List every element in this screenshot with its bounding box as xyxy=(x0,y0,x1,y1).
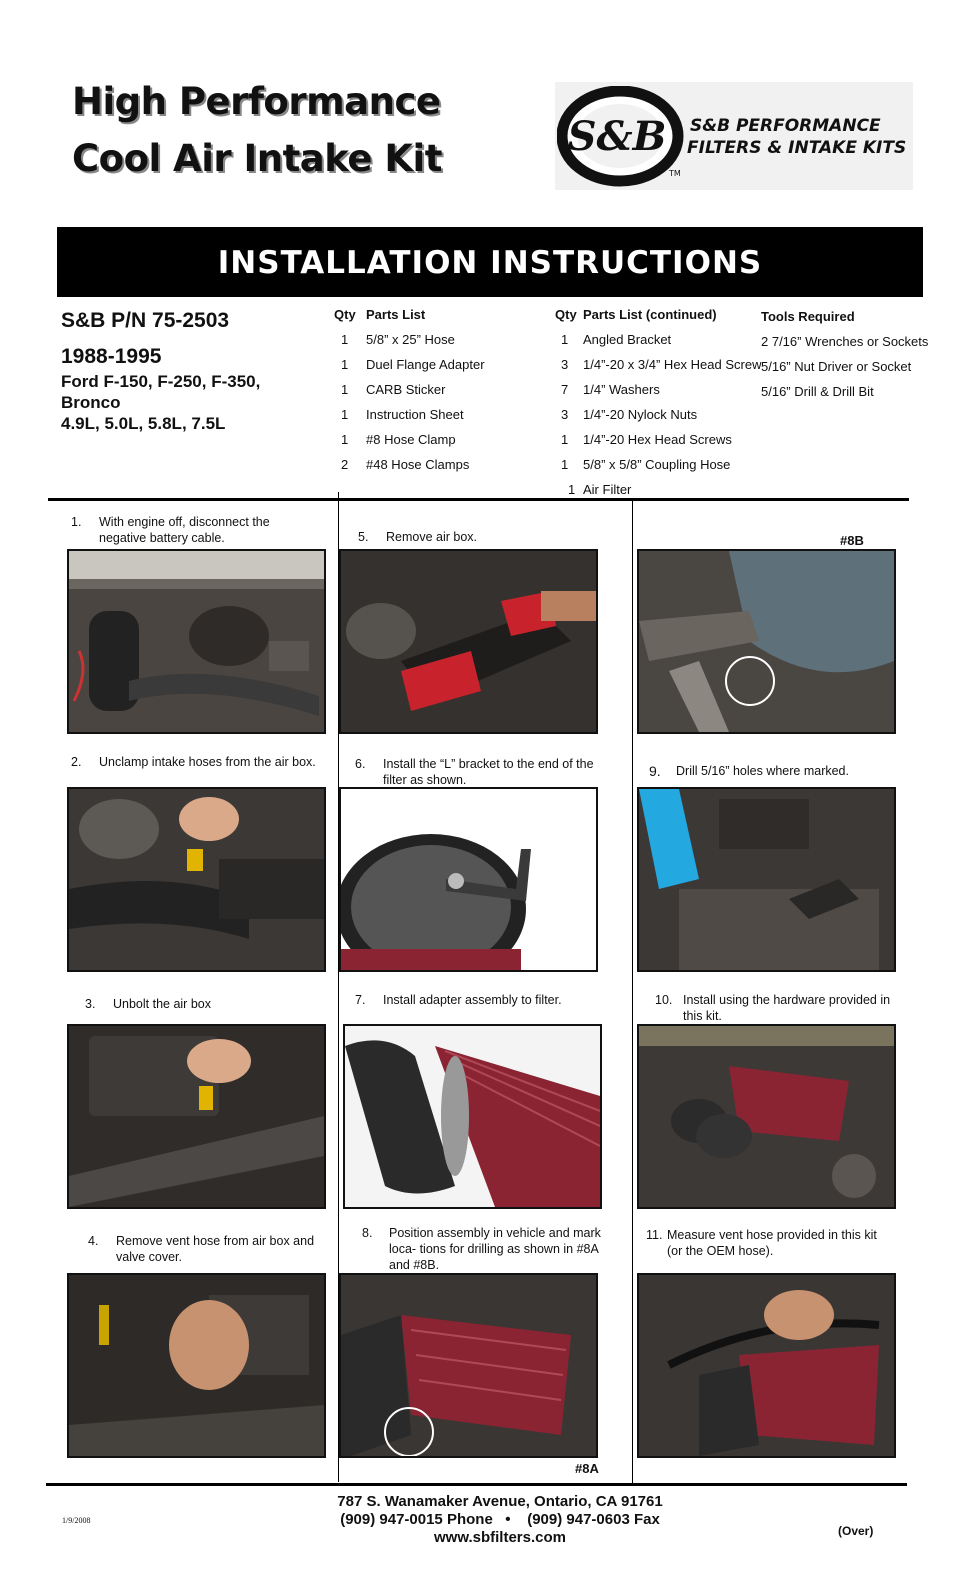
step-text: Install adapter assembly to filter. xyxy=(383,993,562,1007)
step-4 xyxy=(88,1233,328,1267)
parts-qty: 1 xyxy=(561,432,569,447)
parts-qty: 1 xyxy=(341,332,349,347)
header-divider xyxy=(48,498,909,501)
footer-phone: (909) 947-0015 Phone • (909) 947-0603 Fax xyxy=(340,1511,660,1528)
engine-sizes: 4.9L, 5.0L, 5.8L, 7.5L xyxy=(61,414,226,433)
parts-qty: 1 xyxy=(561,457,569,472)
installation-banner: INSTALLATION INSTRUCTIONS xyxy=(57,227,923,297)
photo-step-5 xyxy=(339,549,598,734)
parts-item: 1/4”-20 Hex Head Screws xyxy=(583,432,732,447)
step-number: 6. xyxy=(355,757,366,771)
remove-airbox-image xyxy=(341,551,596,732)
parts-qty: 1 xyxy=(341,432,349,447)
parts-item: 1/4”-20 Nylock Nuts xyxy=(583,407,698,422)
step-text: Unbolt the air box xyxy=(113,997,211,1011)
parts-item: Angled Bracket xyxy=(583,332,672,347)
tool-item: 5/16” Nut Driver or Socket xyxy=(761,359,912,374)
footer-divider xyxy=(46,1483,907,1486)
step-text: Measure vent hose provided in this kit (or the OEM hose). xyxy=(667,1228,877,1258)
parts-qty: 3 xyxy=(561,407,569,422)
step-text: Install using the hardware provided in this kit. xyxy=(683,993,891,1023)
parts-qty: 3 xyxy=(561,357,569,372)
step-5 xyxy=(358,529,598,547)
parts-qty: 1 xyxy=(561,332,569,347)
l-bracket-image xyxy=(341,789,596,970)
engine-bay-image xyxy=(69,551,324,732)
step-text: Position assembly in vehicle and mark loca- tions for drilling as shown in #8A and #8B. xyxy=(389,1226,601,1272)
parts-qty: 2 xyxy=(341,457,349,472)
logo-line-1: S&B PERFORMANCE xyxy=(690,116,881,136)
photo-step-2 xyxy=(67,787,326,972)
photo-step-4 xyxy=(67,1273,326,1458)
parts-item: Air Filter xyxy=(583,482,632,497)
parts-item: 1/4”-20 x 3/4” Hex Head Screw xyxy=(583,357,762,372)
step-number: 2. xyxy=(71,755,82,769)
step-6 xyxy=(355,756,625,790)
footer-address: 787 S. Wanamaker Avenue, Ontario, CA 91761 xyxy=(337,1493,663,1510)
tools-header: Tools Required xyxy=(761,309,855,324)
parts-item: Instruction Sheet xyxy=(366,407,464,422)
measure-vent-hose-image xyxy=(639,1275,894,1456)
parts-qty: 7 xyxy=(561,382,569,397)
parts-qty: 1 xyxy=(568,482,576,497)
model-years: 1988-1995 xyxy=(61,345,162,368)
adapter-assembly-image xyxy=(345,1026,600,1207)
step-number: 8. xyxy=(362,1226,373,1240)
install-hardware-image xyxy=(639,1026,894,1207)
step-number: 4. xyxy=(88,1234,99,1248)
parts-item: #8 Hose Clamp xyxy=(366,432,456,447)
step-text: Remove air box. xyxy=(386,530,478,544)
step-11 xyxy=(646,1227,906,1261)
parts-cont-list-header: Parts List (continued) xyxy=(583,307,717,322)
step-number: 10. xyxy=(655,993,673,1007)
parts-qty: 1 xyxy=(341,357,349,372)
drill-holes-image xyxy=(639,789,894,970)
over-note: (Over) xyxy=(838,1524,874,1538)
photo-step-9 xyxy=(637,787,896,972)
step-text: Remove vent hose from air box and valve cover. xyxy=(116,1234,315,1264)
step-7 xyxy=(355,992,615,1010)
title-line-1: High Performance xyxy=(72,80,441,123)
step-text: With engine off, disconnect the negative battery cable. xyxy=(99,515,270,545)
step-2 xyxy=(71,754,331,772)
step-text: Drill 5/16” holes where marked. xyxy=(676,764,849,778)
photo-step-10 xyxy=(637,1024,896,1209)
step-9 xyxy=(649,763,909,781)
step-number: 3. xyxy=(85,997,96,1011)
step-number: 1. xyxy=(71,515,82,529)
unclamp-hoses-image xyxy=(69,789,324,970)
step-text: Unclamp intake hoses from the air box. xyxy=(99,755,316,769)
parts-item: 5/8” x 5/8” Coupling Hose xyxy=(583,457,731,472)
column-divider-2 xyxy=(632,500,633,1484)
step-text: Install the “L” bracket to the end of the filter as shown. xyxy=(383,757,594,787)
parts-qty: 1 xyxy=(341,407,349,422)
sb-logo-mark xyxy=(557,86,685,188)
photo-step-8b xyxy=(637,549,896,734)
step-3 xyxy=(85,996,325,1014)
logo-tm: TM xyxy=(669,169,681,178)
tool-item: 2 7/16” Wrenches or Sockets xyxy=(761,334,929,349)
footer-website[interactable]: www.sbfilters.com xyxy=(434,1529,566,1546)
parts-item: Duel Flange Adapter xyxy=(366,357,485,372)
parts-qty: 1 xyxy=(341,382,349,397)
tool-item: 5/16” Drill & Drill Bit xyxy=(761,384,874,399)
photo-step-6 xyxy=(339,787,598,972)
photo-step-7 xyxy=(343,1024,602,1209)
photo-step-11 xyxy=(637,1273,896,1458)
vehicle-models: Ford F-150, F-250, F-350, xyxy=(61,372,261,391)
step-10 xyxy=(655,992,915,1026)
label-8a: #8A xyxy=(575,1461,599,1476)
mark-locations-image xyxy=(639,551,894,732)
parts-item: #48 Hose Clamps xyxy=(366,457,470,472)
unbolt-airbox-image xyxy=(69,1026,324,1207)
step-number: 9. xyxy=(649,763,661,779)
part-number: S&B P/N 75-2503 xyxy=(61,309,230,332)
parts-item: 5/8” x 25” Hose xyxy=(366,332,455,347)
step-8 xyxy=(362,1225,622,1272)
parts-list-header: Parts List xyxy=(366,307,426,322)
step-number: 5. xyxy=(358,530,369,544)
title-line-2: Cool Air Intake Kit xyxy=(72,137,442,180)
parts-cont-qty-header: Qty xyxy=(555,307,577,322)
parts-item: CARB Sticker xyxy=(366,382,446,397)
step-1 xyxy=(71,514,321,546)
vehicle-model-2: Bronco xyxy=(61,393,121,412)
sb-logo xyxy=(555,82,913,190)
photo-step-8 xyxy=(339,1273,598,1458)
vent-hose-image xyxy=(69,1275,324,1456)
position-assembly-image xyxy=(341,1275,596,1456)
parts-item: 1/4” Washers xyxy=(583,382,660,397)
logo-line-2: FILTERS & INTAKE KITS xyxy=(687,138,907,158)
label-8b: #8B xyxy=(840,533,864,548)
step-number: 7. xyxy=(355,993,366,1007)
logo-mark-text: S&B xyxy=(567,113,667,160)
parts-qty-header: Qty xyxy=(334,307,356,322)
document-date: 1/9/2008 xyxy=(62,1516,91,1525)
photo-step-1 xyxy=(67,549,326,734)
photo-step-3 xyxy=(67,1024,326,1209)
step-number: 11. xyxy=(646,1228,663,1242)
